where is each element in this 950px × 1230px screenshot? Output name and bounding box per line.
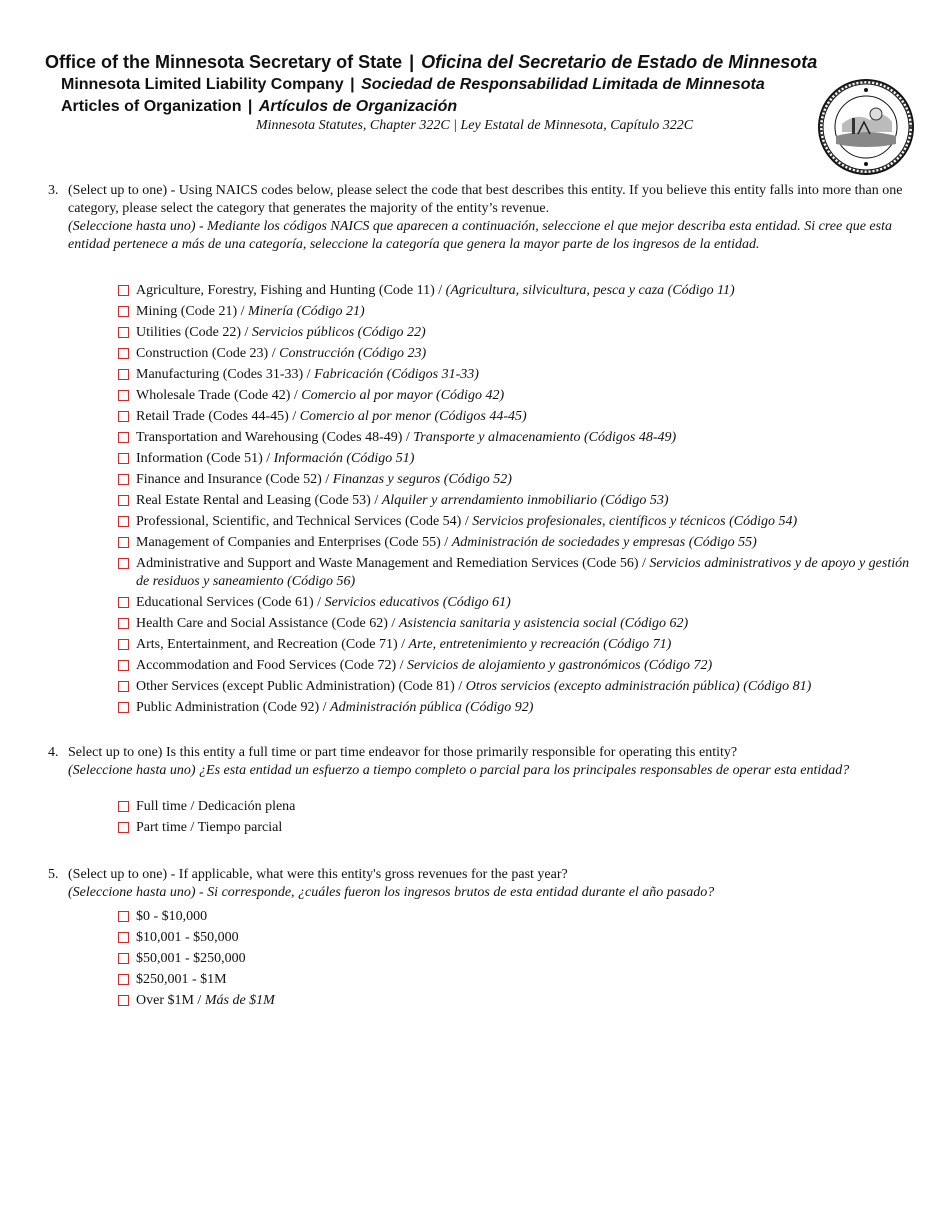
question-5-options [118, 908, 918, 1013]
q3-option[interactable] [118, 657, 918, 675]
option-label-spanish: Servicios administrativos y de apoyo y gestión de residuos y saneamiento (Código 56) [136, 556, 910, 589]
option-label-english: $10,001 - $50,000 [136, 930, 239, 945]
option-label-spanish: Alquiler y arrendamiento inmobiliario (Código 53) [381, 493, 669, 508]
title-spanish: Oficina del Secretario de Estado de Minnesota [421, 52, 818, 72]
checkbox[interactable] [118, 285, 129, 296]
option-label-english: Mining (Code 21) / [136, 304, 245, 319]
subtitle-spanish: Sociedad de Responsabilidad Limitada de Minnesota [361, 76, 765, 93]
option-label-english: Transportation and Warehousing (Codes 48-49) / [136, 430, 410, 445]
checkbox[interactable] [118, 474, 129, 485]
subtitle-english: Minnesota Limited Liability Company [61, 76, 344, 93]
q5-option[interactable] [118, 929, 918, 947]
option-label-english: Information (Code 51) / [136, 451, 271, 466]
checkbox[interactable] [118, 411, 129, 422]
option-label-english: Educational Services (Code 61) / [136, 595, 322, 610]
option-label-spanish: Comercio al por menor (Códigos 44-45) [299, 409, 527, 424]
q5-option[interactable] [118, 971, 918, 989]
option-label-english: Other Services (except Public Administration) (Code 81) / [136, 679, 463, 694]
option-label-english: $0 - $10,000 [136, 909, 208, 924]
checkbox[interactable] [118, 702, 129, 713]
checkbox[interactable] [118, 618, 129, 629]
q3-option[interactable] [118, 450, 918, 468]
checkbox[interactable] [118, 801, 129, 812]
title-separator: | [409, 52, 415, 72]
question-4-text-english: Select up to one) Is this entity a full time or part time endeavor for those primarily responsible for operating this entity? [68, 745, 738, 760]
option-label-spanish: Fabricación (Códigos 31-33) [314, 367, 479, 382]
checkbox[interactable] [118, 306, 129, 317]
checkbox[interactable] [118, 348, 129, 359]
option-label: Full time / Dedicación plena [136, 799, 296, 814]
option-label-english: Finance and Insurance (Code 52) / [136, 472, 330, 487]
document-name [61, 98, 457, 116]
question-4-text-spanish: (Seleccione hasta uno) ¿Es esta entidad un esfuerzo a tiempo completo o parcial para los principales responsables de operar esta entidad? [68, 763, 850, 778]
option-label-spanish: Servicios profesionales, científicos y técnicos (Código 54) [472, 514, 798, 529]
question-3-number: 3. [48, 183, 59, 198]
question-3 [48, 182, 908, 254]
checkbox[interactable] [118, 953, 129, 964]
option-label-spanish: Arte, entretenimiento y recreación (Código 71) [408, 637, 672, 652]
checkbox[interactable] [118, 822, 129, 833]
checkbox[interactable] [118, 995, 129, 1006]
option-label-english: Arts, Entertainment, and Recreation (Code 71) / [136, 637, 406, 652]
q3-option[interactable] [118, 534, 918, 552]
option-label-spanish: (Agricultura, silvicultura, pesca y caza (Código 11) [445, 283, 735, 298]
option-label-spanish: Servicios de alojamiento y gastronómicos (Código 72) [407, 658, 713, 673]
q3-option[interactable] [118, 345, 918, 363]
page-title [45, 52, 817, 73]
q3-option[interactable] [118, 615, 918, 633]
option-label-spanish: Transporte y almacenamiento (Códigos 48-49) [413, 430, 677, 445]
checkbox[interactable] [118, 537, 129, 548]
q5-option[interactable] [118, 992, 918, 1010]
question-5-number: 5. [48, 867, 59, 882]
checkbox[interactable] [118, 639, 129, 650]
checkbox[interactable] [118, 495, 129, 506]
option-label-spanish: Comercio al por mayor (Código 42) [301, 388, 505, 403]
q3-option[interactable] [118, 513, 918, 531]
option-label-spanish: Servicios públicos (Código 22) [251, 325, 426, 340]
question-5-text-spanish: (Seleccione hasta uno) - Si corresponde, ¿cuáles fueron los ingresos brutos de esta entidad durante el año pasado? [68, 885, 715, 900]
option-label-spanish: Más de $1M [204, 993, 275, 1008]
checkbox[interactable] [118, 681, 129, 692]
q5-option[interactable] [118, 908, 918, 926]
option-label-english: Public Administration (Code 92) / [136, 700, 327, 715]
q3-option[interactable] [118, 471, 918, 489]
q3-option[interactable] [118, 594, 918, 612]
option-label-english: Retail Trade (Codes 44-45) / [136, 409, 297, 424]
question-4-number: 4. [48, 745, 59, 760]
option-label-english: Management of Companies and Enterprises (Code 55) / [136, 535, 449, 550]
option-label-english: $250,001 - $1M [136, 972, 227, 987]
q4-option[interactable] [118, 798, 918, 816]
q4-option[interactable] [118, 819, 918, 837]
q3-option[interactable] [118, 387, 918, 405]
checkbox[interactable] [118, 369, 129, 380]
q3-option[interactable] [118, 678, 918, 696]
title-english: Office of the Minnesota Secretary of State [45, 52, 403, 72]
checkbox[interactable] [118, 660, 129, 671]
checkbox[interactable] [118, 558, 129, 569]
option-label-english: Wholesale Trade (Code 42) / [136, 388, 298, 403]
checkbox[interactable] [118, 327, 129, 338]
checkbox[interactable] [118, 911, 129, 922]
q3-option[interactable] [118, 282, 918, 300]
option-label-english: Real Estate Rental and Leasing (Code 53) / [136, 493, 379, 508]
form-subtitle [61, 76, 765, 94]
q5-option[interactable] [118, 950, 918, 968]
option-label-english: Accommodation and Food Services (Code 72) / [136, 658, 404, 673]
q3-option[interactable] [118, 324, 918, 342]
q3-option[interactable] [118, 408, 918, 426]
document-name-separator: | [247, 98, 253, 115]
option-label-english: Health Care and Social Assistance (Code 62) / [136, 616, 396, 631]
option-label-spanish: Servicios educativos (Código 61) [324, 595, 511, 610]
option-label-spanish: Información (Código 51) [273, 451, 415, 466]
option-label-english: Professional, Scientific, and Technical Services (Code 54) / [136, 514, 469, 529]
option-label-english: Administrative and Support and Waste Management and Remediation Services (Code 56) / [136, 556, 646, 571]
checkbox[interactable] [118, 390, 129, 401]
option-label-spanish: Construcción (Código 23) [279, 346, 427, 361]
checkbox[interactable] [118, 516, 129, 527]
question-3-options [118, 282, 918, 720]
option-label-english: $50,001 - $250,000 [136, 951, 246, 966]
option-label-english: Agriculture, Forestry, Fishing and Hunting (Code 11) / [136, 283, 443, 298]
question-3-text-spanish: (Seleccione hasta uno) - Mediante los códigos NAICS que aparecen a continuación, seleccione el que mejor describa esta entidad. Si cree que esta entidad pertenece a más de una categoría, seleccione la categoría que genera la mayor parte de los ingresos de la entidad. [68, 219, 892, 252]
document-name-spanish: Artículos de Organización [258, 98, 458, 115]
option-label-spanish: Minería (Código 21) [248, 304, 365, 319]
q3-option[interactable] [118, 366, 918, 384]
document-name-english: Articles of Organization [61, 98, 242, 115]
option-label-spanish: Administración de sociedades y empresas (Código 55) [451, 535, 757, 550]
checkbox[interactable] [118, 932, 129, 943]
option-label-spanish: Otros servicios (excepto administración pública) (Código 81) [465, 679, 812, 694]
statute-reference: Minnesota Statutes, Chapter 322C | Ley Estatal de Minnesota, Capítulo 322C [256, 118, 694, 133]
option-label-spanish: Asistencia sanitaria y asistencia social (Código 62) [398, 616, 689, 631]
checkbox[interactable] [118, 453, 129, 464]
q3-option[interactable] [118, 429, 918, 447]
q3-option[interactable] [118, 492, 918, 510]
option-label-english: Construction (Code 23) / [136, 346, 276, 361]
option-label-spanish: Finanzas y seguros (Código 52) [332, 472, 512, 487]
checkbox[interactable] [118, 974, 129, 985]
question-3-text-english: (Select up to one) - Using NAICS codes below, please select the code that best describes this entity. If you believe this entity falls into more than one category, please select the category that generates the majority of the entity’s revenue. [68, 183, 903, 216]
q3-option[interactable] [118, 699, 918, 717]
subtitle-separator: | [350, 76, 355, 93]
state-seal-icon [812, 78, 920, 176]
q3-option[interactable] [118, 555, 918, 591]
question-5 [48, 866, 908, 902]
option-label: Part time / Tiempo parcial [136, 820, 283, 835]
option-label-english: Over $1M / [136, 993, 202, 1008]
checkbox[interactable] [118, 597, 129, 608]
option-label-english: Utilities (Code 22) / [136, 325, 249, 340]
question-4 [48, 744, 908, 780]
question-5-text-english: (Select up to one) - If applicable, what were this entity's gross revenues for the past year? [68, 867, 568, 882]
q3-option[interactable] [118, 303, 918, 321]
option-label-english: Manufacturing (Codes 31-33) / [136, 367, 311, 382]
question-4-options [118, 798, 918, 840]
checkbox[interactable] [118, 432, 129, 443]
option-label-spanish: Administración pública (Código 92) [330, 700, 534, 715]
q3-option[interactable] [118, 636, 918, 654]
